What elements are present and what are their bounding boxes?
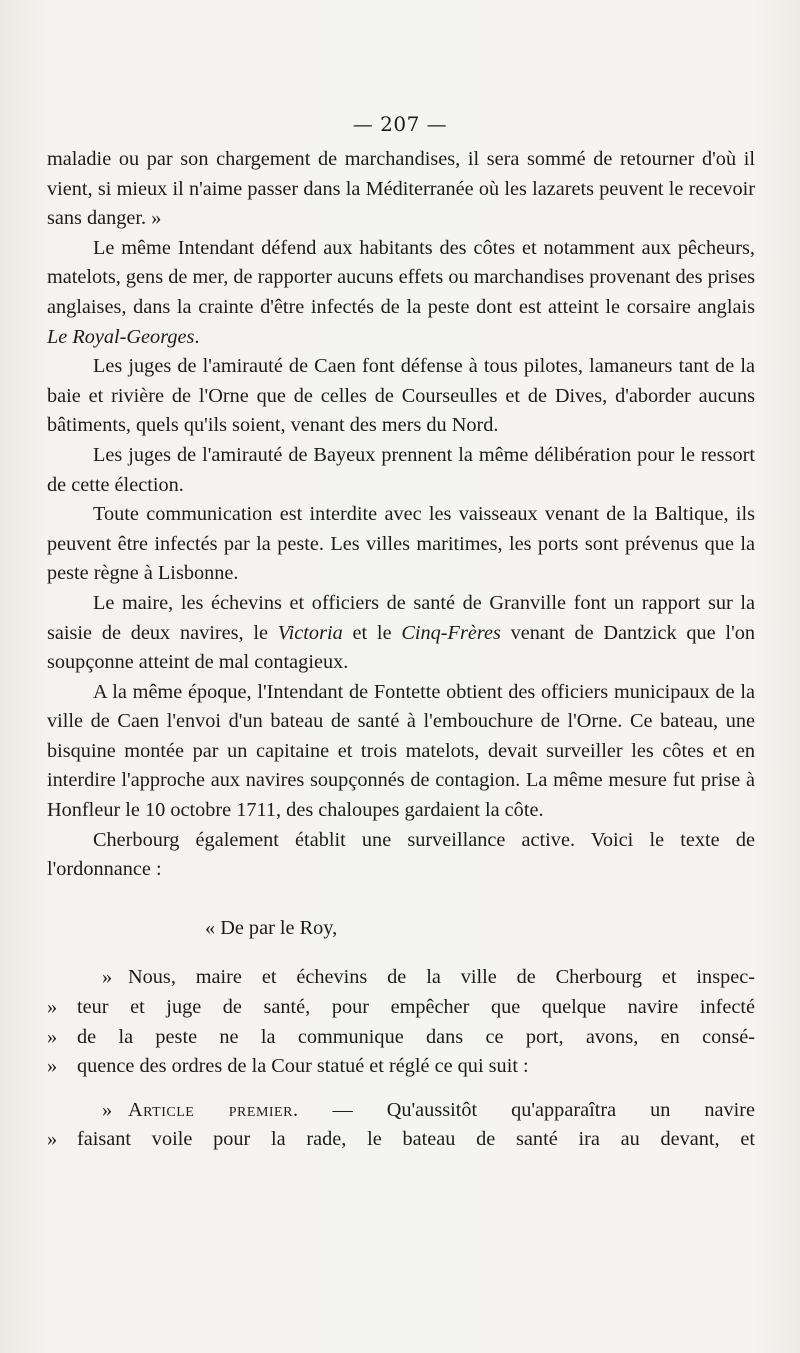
ordinance-text <box>47 963 755 1155</box>
ship-name-cinq-freres: Cinq-Frères <box>401 621 501 644</box>
ship-name-royal-georges: Le Royal-Georges <box>47 325 195 348</box>
paragraph-text-end: venant de Dantzick que l'on soupçonne atteint de mal contagieux. <box>47 621 756 674</box>
article-text: — Qu'aussitôt qu'apparaîtra un navire <box>332 1098 755 1121</box>
quote-mark: » <box>47 996 58 1019</box>
paragraph-text-end: . <box>194 325 200 348</box>
paragraph-fontette: A la même époque, l'Intendant de Fontette obtient des officiers municipaux de la ville de Caen l'envoi d'un bateau de santé à l'embouchure de l'Orne. Ce bateau, une bisquine montée par un capitaine et trois matelots, devait surveiller les côtes et en interdire l'approche aux navires soupçonnés de contagion. La même mesure fut prise à Honfleur le 10 octobre 1711, des chaloupes gardaient la côte. <box>47 680 755 822</box>
ordinance-line-text: faisant voile pour la rade, le bateau de santé ira au devant, et <box>77 1128 755 1151</box>
ordinance-article-line <box>47 1125 755 1155</box>
paragraph-caen-judges: Les juges de l'amirauté de Caen font défense à tous pilotes, lamaneurs tant de la baie et rivière de l'Orne que de celles de Courseulles et de Dives, d'aborder aucuns bâtiments, quels qu'ils soient, venant des mers du Nord. <box>47 355 755 437</box>
ordinance-line-text: quence des ordres de la Cour statué et réglé ce qui suit : <box>77 1055 529 1078</box>
ordinance-line-text: Nous, maire et échevins de la ville de Cherbourg et inspec- <box>128 966 755 989</box>
quote-mark: » <box>102 966 113 989</box>
paragraph-intendant <box>47 234 755 352</box>
quote-mark: » <box>47 1025 58 1048</box>
paragraph-bayeux-judges: Les juges de l'amirauté de Bayeux prennent la même délibération pour le ressort de cette élection. <box>47 443 755 496</box>
quote-mark: » <box>102 1098 113 1121</box>
ordinance-line-text: teur et juge de santé, pour empêcher que quelque navire infecté <box>77 996 755 1019</box>
ordinance-article-line <box>47 1096 755 1126</box>
paragraph-continued: maladie ou par son chargement de marchandises, il sera sommé de retourner d'où il vient, si mieux il n'aime passer dans la Méditerranée où les lazarets peuvent le recevoir sans danger. » <box>47 148 755 230</box>
quote-mark: » <box>47 1055 58 1078</box>
quote-mark: » <box>47 1128 58 1151</box>
page-body <box>47 145 755 1155</box>
paragraph-text-mid: et le <box>342 621 402 644</box>
ordinance-heading: « De par le Roy, <box>205 916 338 939</box>
article-label: Article premier. <box>128 1098 299 1121</box>
ordinance-line <box>47 963 755 993</box>
page-number: — 207 — <box>352 112 448 136</box>
paragraph-cherbourg: Cherbourg également établit une surveillance active. Voici le texte de l'ordonnance : <box>47 828 755 881</box>
ordinance-line <box>47 1052 755 1082</box>
ordinance-line <box>47 993 755 1023</box>
paragraph-text: Le maire, les échevins et officiers de santé de Granville font un rapport sur la saisie de deux navires, le <box>47 591 755 644</box>
paragraph-baltique: Toute communication est interdite avec les vaisseaux venant de la Baltique, ils peuvent être infectés par la peste. Les villes maritimes, les ports sont prévenus que la peste règne à Lisbonne. <box>47 503 755 585</box>
ship-name-victoria: Victoria <box>277 621 343 644</box>
ordinance-line-text: de la peste ne la communique dans ce port, avons, en consé- <box>77 1025 755 1048</box>
paragraph-granville <box>47 589 755 678</box>
ordinance-article-text <box>128 1096 755 1126</box>
ordinance-line <box>47 1023 755 1053</box>
paragraph-text: Le même Intendant défend aux habitants des côtes et notamment aux pêcheurs, matelots, gens de mer, de rapporter aucuns effets ou marchandises provenant des prises anglaises, dans la crainte d'être infectés de la peste dont est atteint le corsaire anglais <box>47 236 755 318</box>
